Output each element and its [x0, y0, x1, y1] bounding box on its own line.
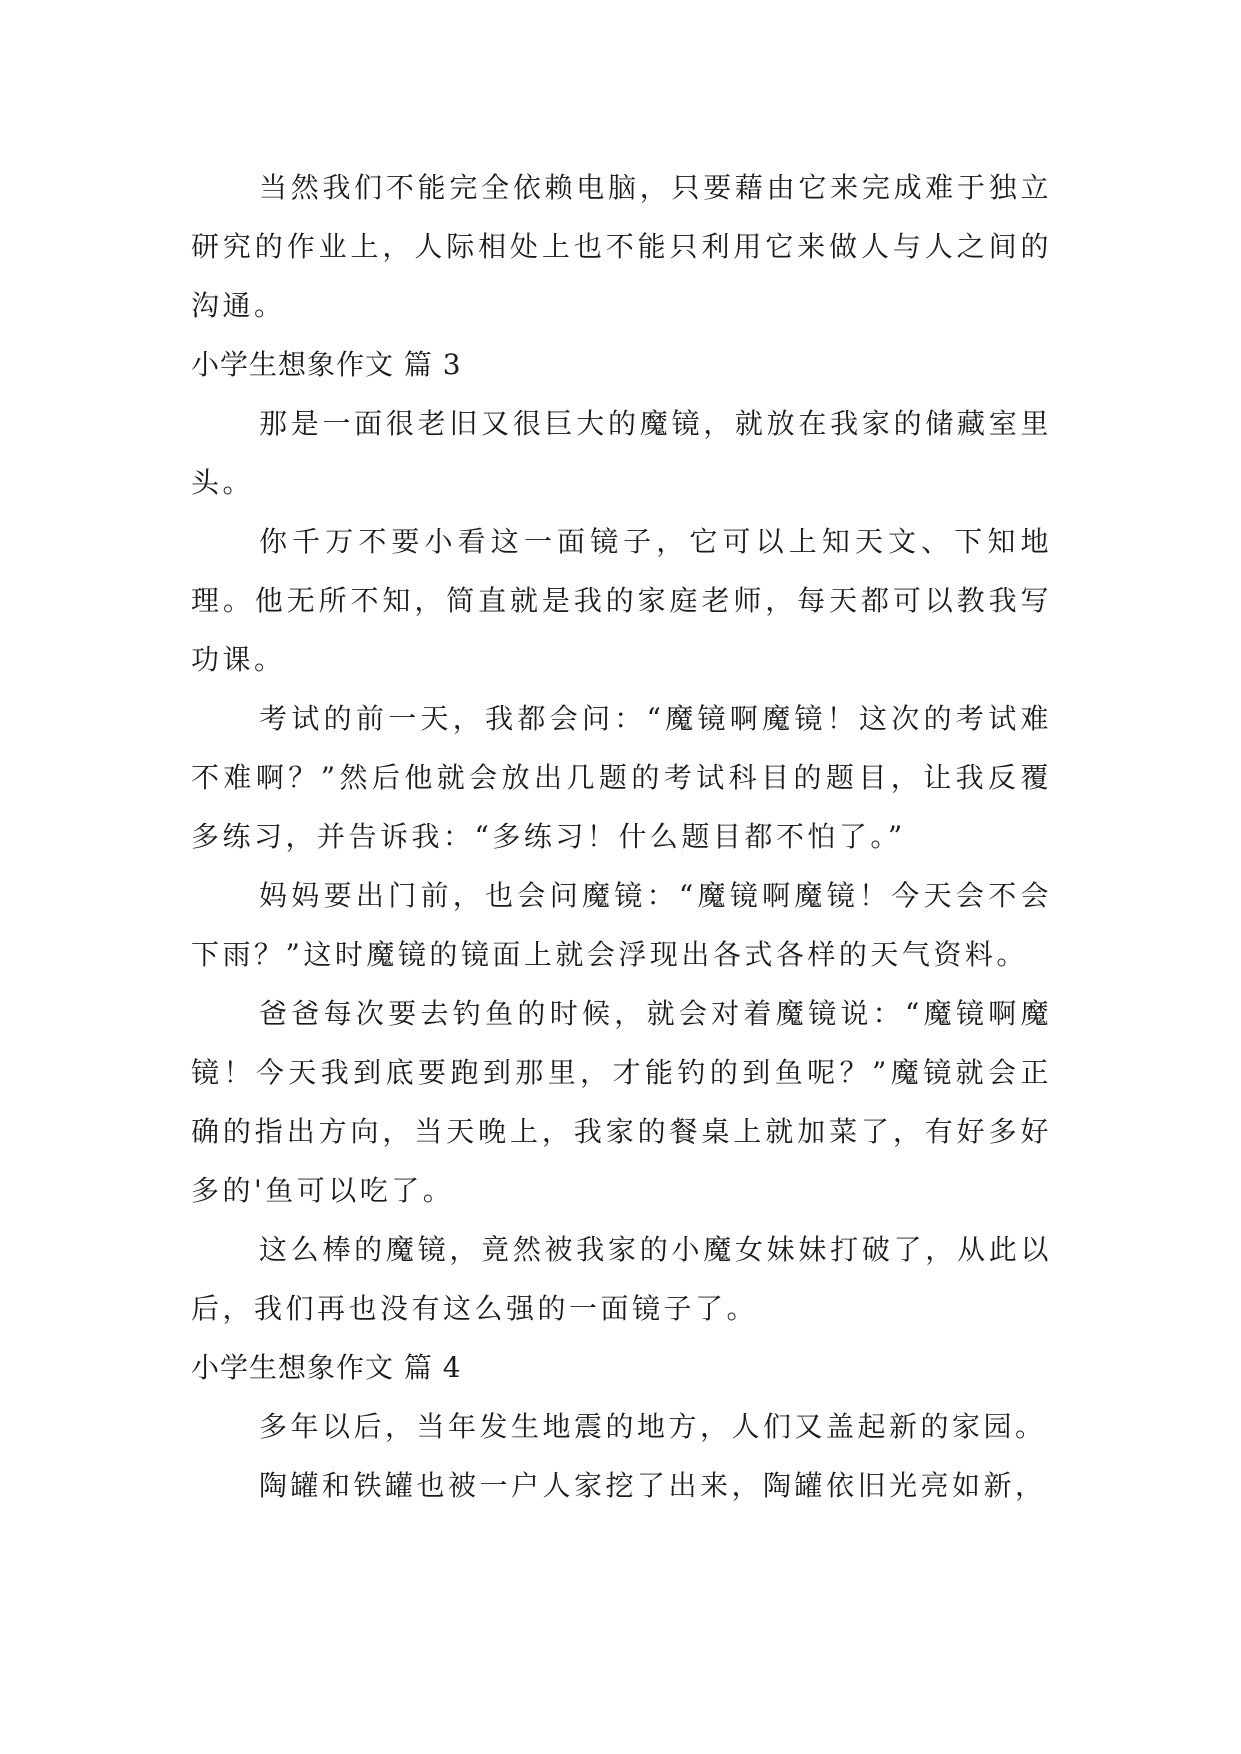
paragraph: 考试的前一天，我都会问：“魔镜啊魔镜！这次的考试难不难啊？”然后他就会放出几题的考试科目的题目，让我反覆多练习，并告诉我：“多练习！什么题目都不怕了。”: [191, 702, 1052, 853]
paragraph: 爸爸每次要去钓鱼的时候，就会对着魔镜说：“魔镜啊魔镜！今天我到底要跑到那里，才能钓的到鱼呢？”魔镜就会正确的指出方向，当天晚上，我家的餐桌上就加菜了，有好多好多的'鱼可以吃了。: [191, 997, 1052, 1207]
paragraph: 陶罐和铁罐也被一户人家挖了出来，陶罐依旧光亮如新，: [259, 1469, 1047, 1502]
section-heading: 小学生想象作文 篇 3: [191, 348, 462, 381]
paragraph: 妈妈要出门前，也会问魔镜：“魔镜啊魔镜！今天会不会下雨？”这时魔镜的镜面上就会浮现出各式各样的天气资料。: [191, 879, 1052, 971]
paragraph: 这么棒的魔镜，竟然被我家的小魔女妹妹打破了，从此以后，我们再也没有这么强的一面镜子了。: [191, 1233, 1052, 1325]
section-heading: 小学生想象作文 篇 4: [191, 1351, 462, 1384]
paragraph: 你千万不要小看这一面镜子，它可以上知天文、下知地理。他无所不知，简直就是我的家庭老师，每天都可以教我写功课。: [191, 525, 1052, 676]
paragraph: 多年以后，当年发生地震的地方，人们又盖起新的家园。: [259, 1410, 1047, 1443]
paragraph: 当然我们不能完全依赖电脑，只要藉由它来完成难于独立研究的作业上，人际相处上也不能只利用它来做人与人之间的沟通。: [191, 171, 1052, 322]
paragraph: 那是一面很老旧又很巨大的魔镜，就放在我家的储藏室里头。: [191, 407, 1052, 499]
document-body: [191, 158, 1052, 1515]
